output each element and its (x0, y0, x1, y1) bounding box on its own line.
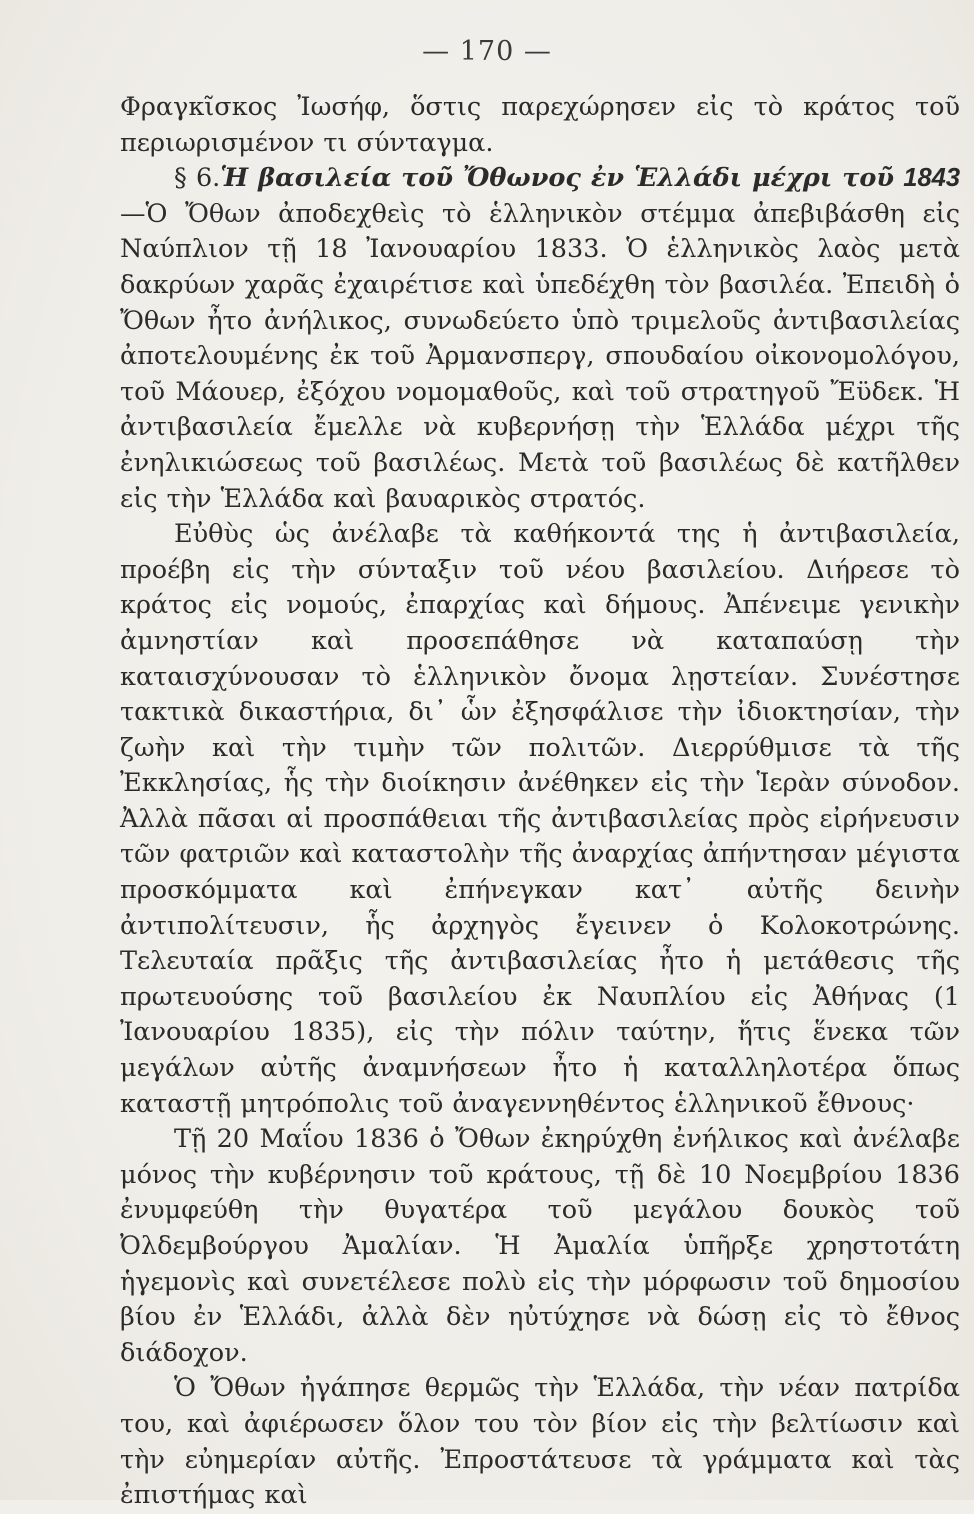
section-title: Ἡ βασιλεία τοῦ Ὄθωνος ἐν Ἑλλάδι μέχρι τοῦ (220, 163, 895, 194)
section-number: § 6. (174, 163, 221, 194)
section-year: 1843 (903, 164, 961, 193)
page-number: — 170 — (422, 36, 552, 67)
paragraph-2 (120, 161, 960, 517)
body-text (120, 90, 960, 1514)
paragraph-5: Ὁ Ὄθων ἠγάπησε θερμῶς τὴν Ἑλλάδα, τὴν νέαν πατρίδα του, καὶ ἀφιέρωσεν ὅλον του τὸν βίον εἰς τὴν βελτίωσιν καὶ τὴν εὐημερίαν αὐτῆς. Ἐπροστάτευσε τὰ γράμματα καὶ τὰς ἐπιστήμας καὶ (120, 1373, 960, 1511)
paragraph-2-text: —Ὁ Ὄθων ἀποδεχθεὶς τὸ ἑλληνικὸν στέμμα ἀπεβιβάσθη εἰς Ναύπλιον τῇ 18 Ἰανουαρίου 1833. Ὁ ἑλληνικὸς λαὸς μετὰ δακρύων χαρᾶς ἐχαιρέτισε καὶ ὑπεδέχθη τὸν βασιλέα. Ἐπειδὴ ὁ Ὄθων ἦτο ἀνήλικος, συνωδεύετο ὑπὸ τριμελοῦς ἀντιβασιλείας ἀποτελουμένης ἐκ τοῦ Ἀρμανσπεργ, σπουδαίου οἰκονομολόγου, τοῦ Μάουερ, ἐξόχου νομομαθοῦς, καὶ τοῦ στρατηγοῦ Ἔϋδεκ. Ἡ ἀντιβασιλεία ἔμελλε νὰ κυβερνήσῃ τὴν Ἑλλάδα μέχρι τῆς ἐνηλικιώσεως τοῦ βασιλέως. Μετὰ τοῦ βασιλέως δὲ κατῆλθεν εἰς τὴν Ἑλλάδα καὶ βαυαρικὸς στρατός. (120, 198, 960, 514)
paragraph-4: Τῇ 20 Μαΐου 1836 ὁ Ὄθων ἐκηρύχθη ἐνήλικος καὶ ἀνέλαβε μόνος τὴν κυβέρνησιν τοῦ κράτους, τῇ δὲ 10 Νοεμβρίου 1836 ἐνυμφεύθη τὴν θυγατέρα τοῦ μεγάλου δουκὸς τοῦ Ὀλδεμβούργου Ἀμαλίαν. Ἡ Ἀμαλία ὑπῆρξε χρηστοτάτη ἡγεμονὶς καὶ συνετέλεσε πολὺ εἰς τὴν μόρφωσιν τοῦ δημοσίου βίου ἐν Ἑλλάδι, ἀλλὰ δὲν ηὐτύχησε νὰ δώσῃ εἰς τὸ ἔθνος διάδοχον. (120, 1124, 960, 1368)
paragraph-3: Εὐθὺς ὡς ἀνέλαβε τὰ καθήκοντά της ἡ ἀντιβασιλεία, προέβη εἰς τὴν σύνταξιν τοῦ νέου βασιλείου. Διήρεσε τὸ κράτος εἰς νομούς, ἐπαρχίας καὶ δήμους. Ἀπένειμε γενικὴν ἀμνηστίαν καὶ προσεπάθησε νὰ καταπαύσῃ τὴν καταισχύνουσαν τὸ ἑλληνικὸν ὄνομα λῃστείαν. Συνέστησε τακτικὰ δικαστήρια, δι᾽ ὧν ἐξησφάλισε τὴν ἰδιοκτησίαν, τὴν ζωὴν καὶ τὴν τιμὴν τῶν πολιτῶν. Διερρύθμισε τὰ τῆς Ἐκκλησίας, ἧς τὴν διοίκησιν ἀνέθηκεν εἰς τὴν Ἱερὰν σύνοδον. Ἀλλὰ πᾶσαι αἱ προσπάθειαι τῆς ἀντιβασιλείας πρὸς εἰρήνευσιν τῶν φατριῶν καὶ καταστολὴν τῆς ἀναρχίας ἀπήντησαν μέγιστα προσκόμματα καὶ ἐπήνεγκαν κατ᾽ αὐτῆς δεινὴν ἀντιπολίτευσιν, ἧς ἀρχηγὸς ἔγεινεν ὁ Κολοκοτρώνης. Τελευταία πρᾶξις τῆς ἀντιβασιλείας ἦτο ἡ μετάθεσις τῆς πρωτευούσης τοῦ βασιλείου ἐκ Ναυπλίου εἰς Ἀθήνας (1 Ἰανουαρίου 1835), εἰς τὴν πόλιν ταύτην, ἥτις ἕνεκα τῶν μεγάλων αὐτῆς ἀναμνήσεων ἦτο ἡ καταλληλοτέρα ὅπως καταστῇ μητρόπολις τοῦ ἀναγεννηθέντος ἑλληνικοῦ ἔθνους· (120, 519, 960, 1119)
paragraph-1: Φραγκῖσκος Ἰωσήφ, ὅστις παρεχώρησεν εἰς τὸ κράτος τοῦ περιωρισμένον τι σύνταγμα. (120, 92, 960, 158)
